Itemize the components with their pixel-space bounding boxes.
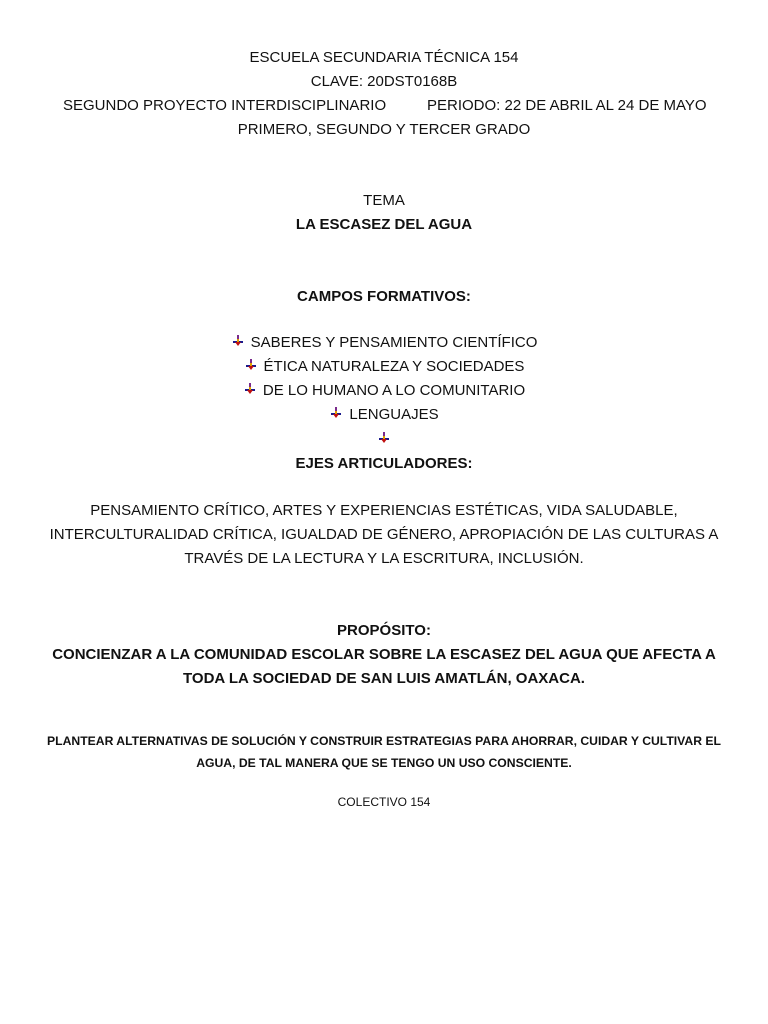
campo-item (0, 379, 768, 403)
project-title: SEGUNDO PROYECTO INTERDISCIPLINARIO (63, 97, 387, 114)
campo-item (0, 331, 768, 355)
tema-label: TEMA (363, 192, 405, 209)
proposito-heading: PROPÓSITO: (337, 622, 431, 639)
arrow-down-bullet-icon (244, 358, 258, 372)
campo-item (0, 355, 768, 379)
campo-item (0, 428, 768, 452)
tema-title: LA ESCASEZ DEL AGUA (295, 216, 473, 233)
campo-item-label: LENGUAJES (349, 406, 439, 423)
campo-item-label: ÉTICA NATURALEZA Y SOCIEDADES (263, 358, 525, 375)
ejes-heading: EJES ARTICULADORES: (295, 455, 473, 472)
campo-item-label: DE LO HUMANO A LO COMUNITARIO (262, 382, 526, 399)
arrow-down-bullet-icon (243, 382, 257, 396)
school-name: ESCUELA SECUNDARIA TÉCNICA 154 (249, 49, 519, 66)
campo-item (0, 403, 768, 427)
ejes-text: PENSAMIENTO CRÍTICO, ARTES Y EXPERIENCIAS ESTÉTICAS, VIDA SALUDABLE, INTERCULTURALIDAD CRÍTICA, IGUALDAD DE GÉNERO, APROPIACIÓN DE LAS CULTURAS A TRAVÉS DE LA LECTURA Y LA ESCRITURA, INCLUSIÓN. (49, 502, 719, 567)
school-clave: CLAVE: 20DST0168B (310, 73, 458, 90)
grades-line: PRIMERO, SEGUNDO Y TERCER GRADO (237, 121, 531, 138)
signature: COLECTIVO 154 (337, 795, 431, 809)
campo-item-label: SABERES Y PENSAMIENTO CIENTÍFICO (250, 334, 538, 351)
proposito-text: CONCIENZAR A LA COMUNIDAD ESCOLAR SOBRE LA ESCASEZ DEL AGUA QUE AFECTA A TODA LA SOCIEDAD DE SAN LUIS AMATLÁN, OAXACA. (52, 646, 716, 687)
arrow-down-bullet-icon (231, 334, 245, 348)
campos-heading: CAMPOS FORMATIVOS: (297, 288, 471, 305)
arrow-down-bullet-icon (329, 406, 343, 420)
proposito-subtext: PLANTEAR ALTERNATIVAS DE SOLUCIÓN Y CONSTRUIR ESTRATEGIAS PARA AHORRAR, CUIDAR Y CULTIVAR EL AGUA, DE TAL MANERA QUE SE TENGO UN USO CONSCIENTE. (47, 734, 721, 770)
arrow-down-bullet-icon (377, 431, 391, 445)
project-periodo: PERIODO: 22 DE ABRIL AL 24 DE MAYO (427, 97, 707, 114)
